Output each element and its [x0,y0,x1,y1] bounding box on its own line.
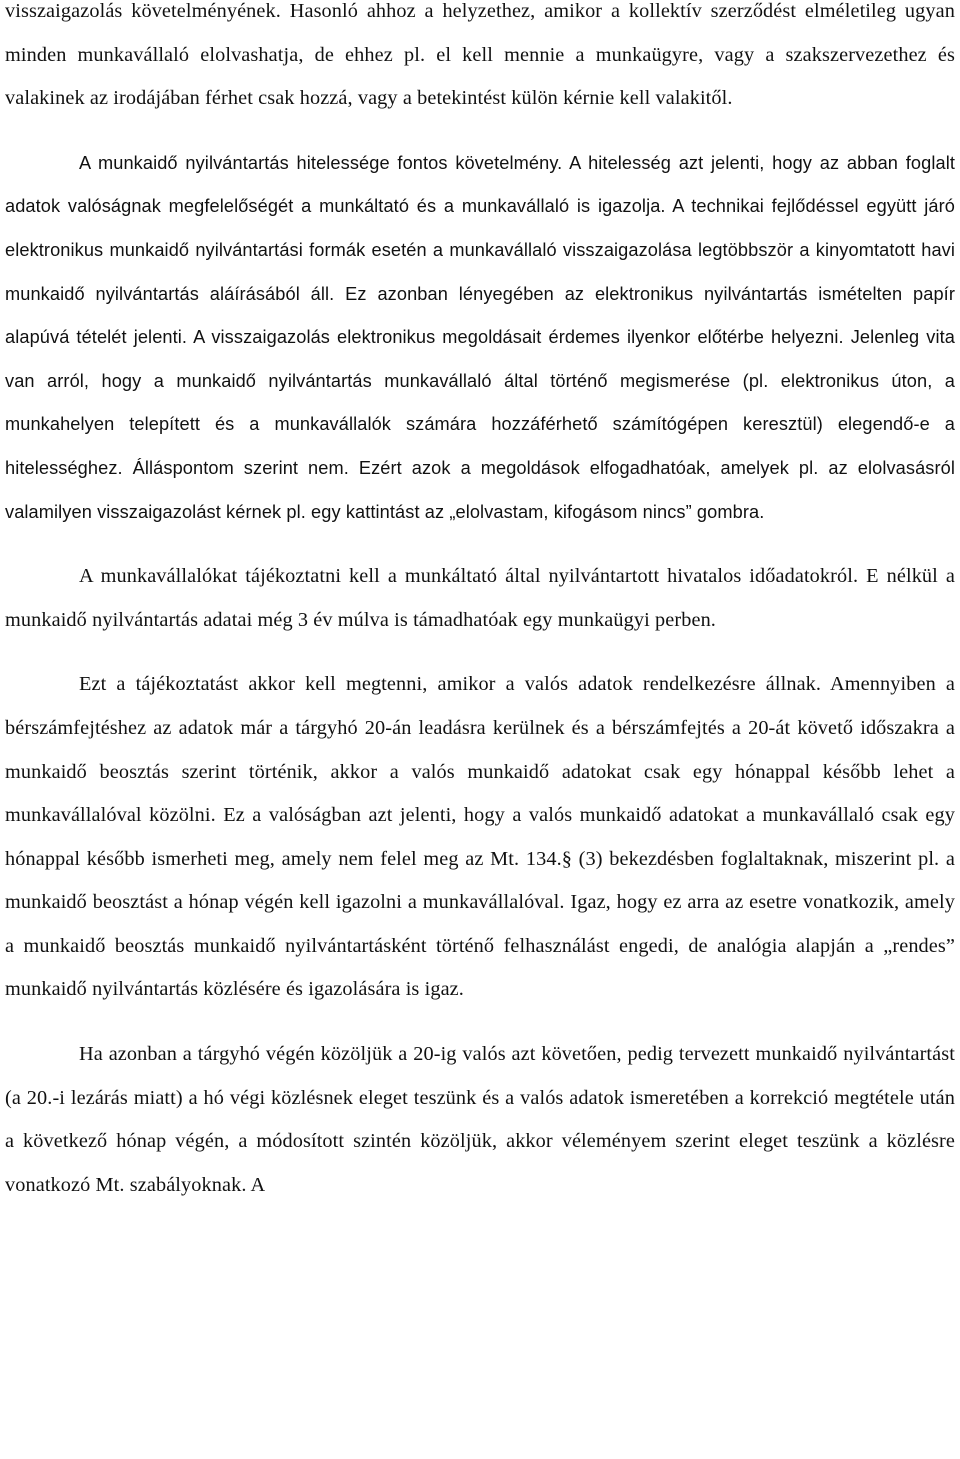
paragraph-1: visszaigazolás követelményének. Hasonló ahhoz a helyzethez, amikor a kollektív szerződést elméletileg ugyan minden munkavállaló elolvashatja, de ehhez pl. el kell mennie a munkaügyre, vagy a szakszervezethez és valakinek az irodájában férhet csak hozzá, vagy a betekintést külön kérnie kell valakitől. [5,0,955,110]
paragraph-3: A munkavállalókat tájékoztatni kell a munkáltató által nyilvántartott hivatalos időadatokról. E nélkül a munkaidő nyilvántartás adatai még 3 év múlva is támadhatóak egy munkaügyi perben. [5,565,955,631]
paragraph-gap [5,534,955,555]
document-page [5,0,955,1207]
paragraph-2: A munkaidő nyilvántartás hitelessége fontos követelmény. A hitelesség azt jelenti, hogy az abban foglalt adatok valóságnak megfelelőségét a munkáltató és a munkavállaló is igazolja. A technikai fejlődéssel együtt járó elektronikus munkaidő nyilvántartási formák esetén a munkavállaló visszaigazolása legtöbbször a kinyomtatott havi munkaidő nyilvántartás aláírásából áll. Ez azonban lényegében az elektronikus nyilvántartás ismételten papír alapúvá tételét jelenti. A visszaigazolás elektronikus megoldásait érdemes ilyenkor előtérbe helyezni. Jelenleg vita van arról, hogy a munkaidő nyilvántartás munkavállaló által történő megismerése (pl. elektronikus úton, a munkahelyen telepített és a munkavállalók számára hozzáférhető számítógépen keresztül) elegendő-e a hitelességhez. Álláspontom szerint nem. Ezért azok a megoldások elfogadhatóak, amelyek pl. az elolvasásról valamilyen visszaigazolást kérnek pl. egy kattintást az „elolvastam, kifogásom nincs” gombra. [5,152,955,522]
paragraph-gap [5,1012,955,1033]
paragraph-5: Ha azonban a tárgyhó végén közöljük a 20-ig valós azt követően, pedig tervezett munkaidő nyilvántartást (a 20.-i lezárás miatt) a hó végi közlésnek eleget teszünk és a valós adatok ismeretében a korrekció megtétele után a következő hónap végén, a módosított szintén közöljük, akkor véleményem szerint eleget teszünk a közlésre vonatkozó Mt. szabályoknak. A [5,1043,955,1196]
paragraph-gap [5,121,955,142]
paragraph-gap [5,642,955,663]
paragraph-4: Ezt a tájékoztatást akkor kell megtenni, amikor a valós adatok rendelkezésre állnak. Amennyiben a bérszámfejtéshez az adatok már a tárgyhó 20-án leadásra kerülnek és a bérszámfejtés a 20-át követő időszakra a munkaidő beosztás szerint történik, akkor a valós munkaidő adatokat csak egy hónappal később lehet a munkavállalóval közölni. Ez a valóságban azt jelenti, hogy a valós munkaidő adatokat a munkavállaló csak egy hónappal később ismerheti meg, amely nem felel meg az Mt. 134.§ (3) bekezdésben foglaltaknak, miszerint pl. a munkaidő beosztást a hónap végén kell igazolni a munkavállalóval. Igaz, hogy ez arra az esetre vonatkozik, amely a munkaidő beosztás munkaidő nyilvántartásként történő felhasználást engedi, de analógia alapján a „rendes” munkaidő nyilvántartás közlésére és igazolására is igaz. [5,673,955,1001]
